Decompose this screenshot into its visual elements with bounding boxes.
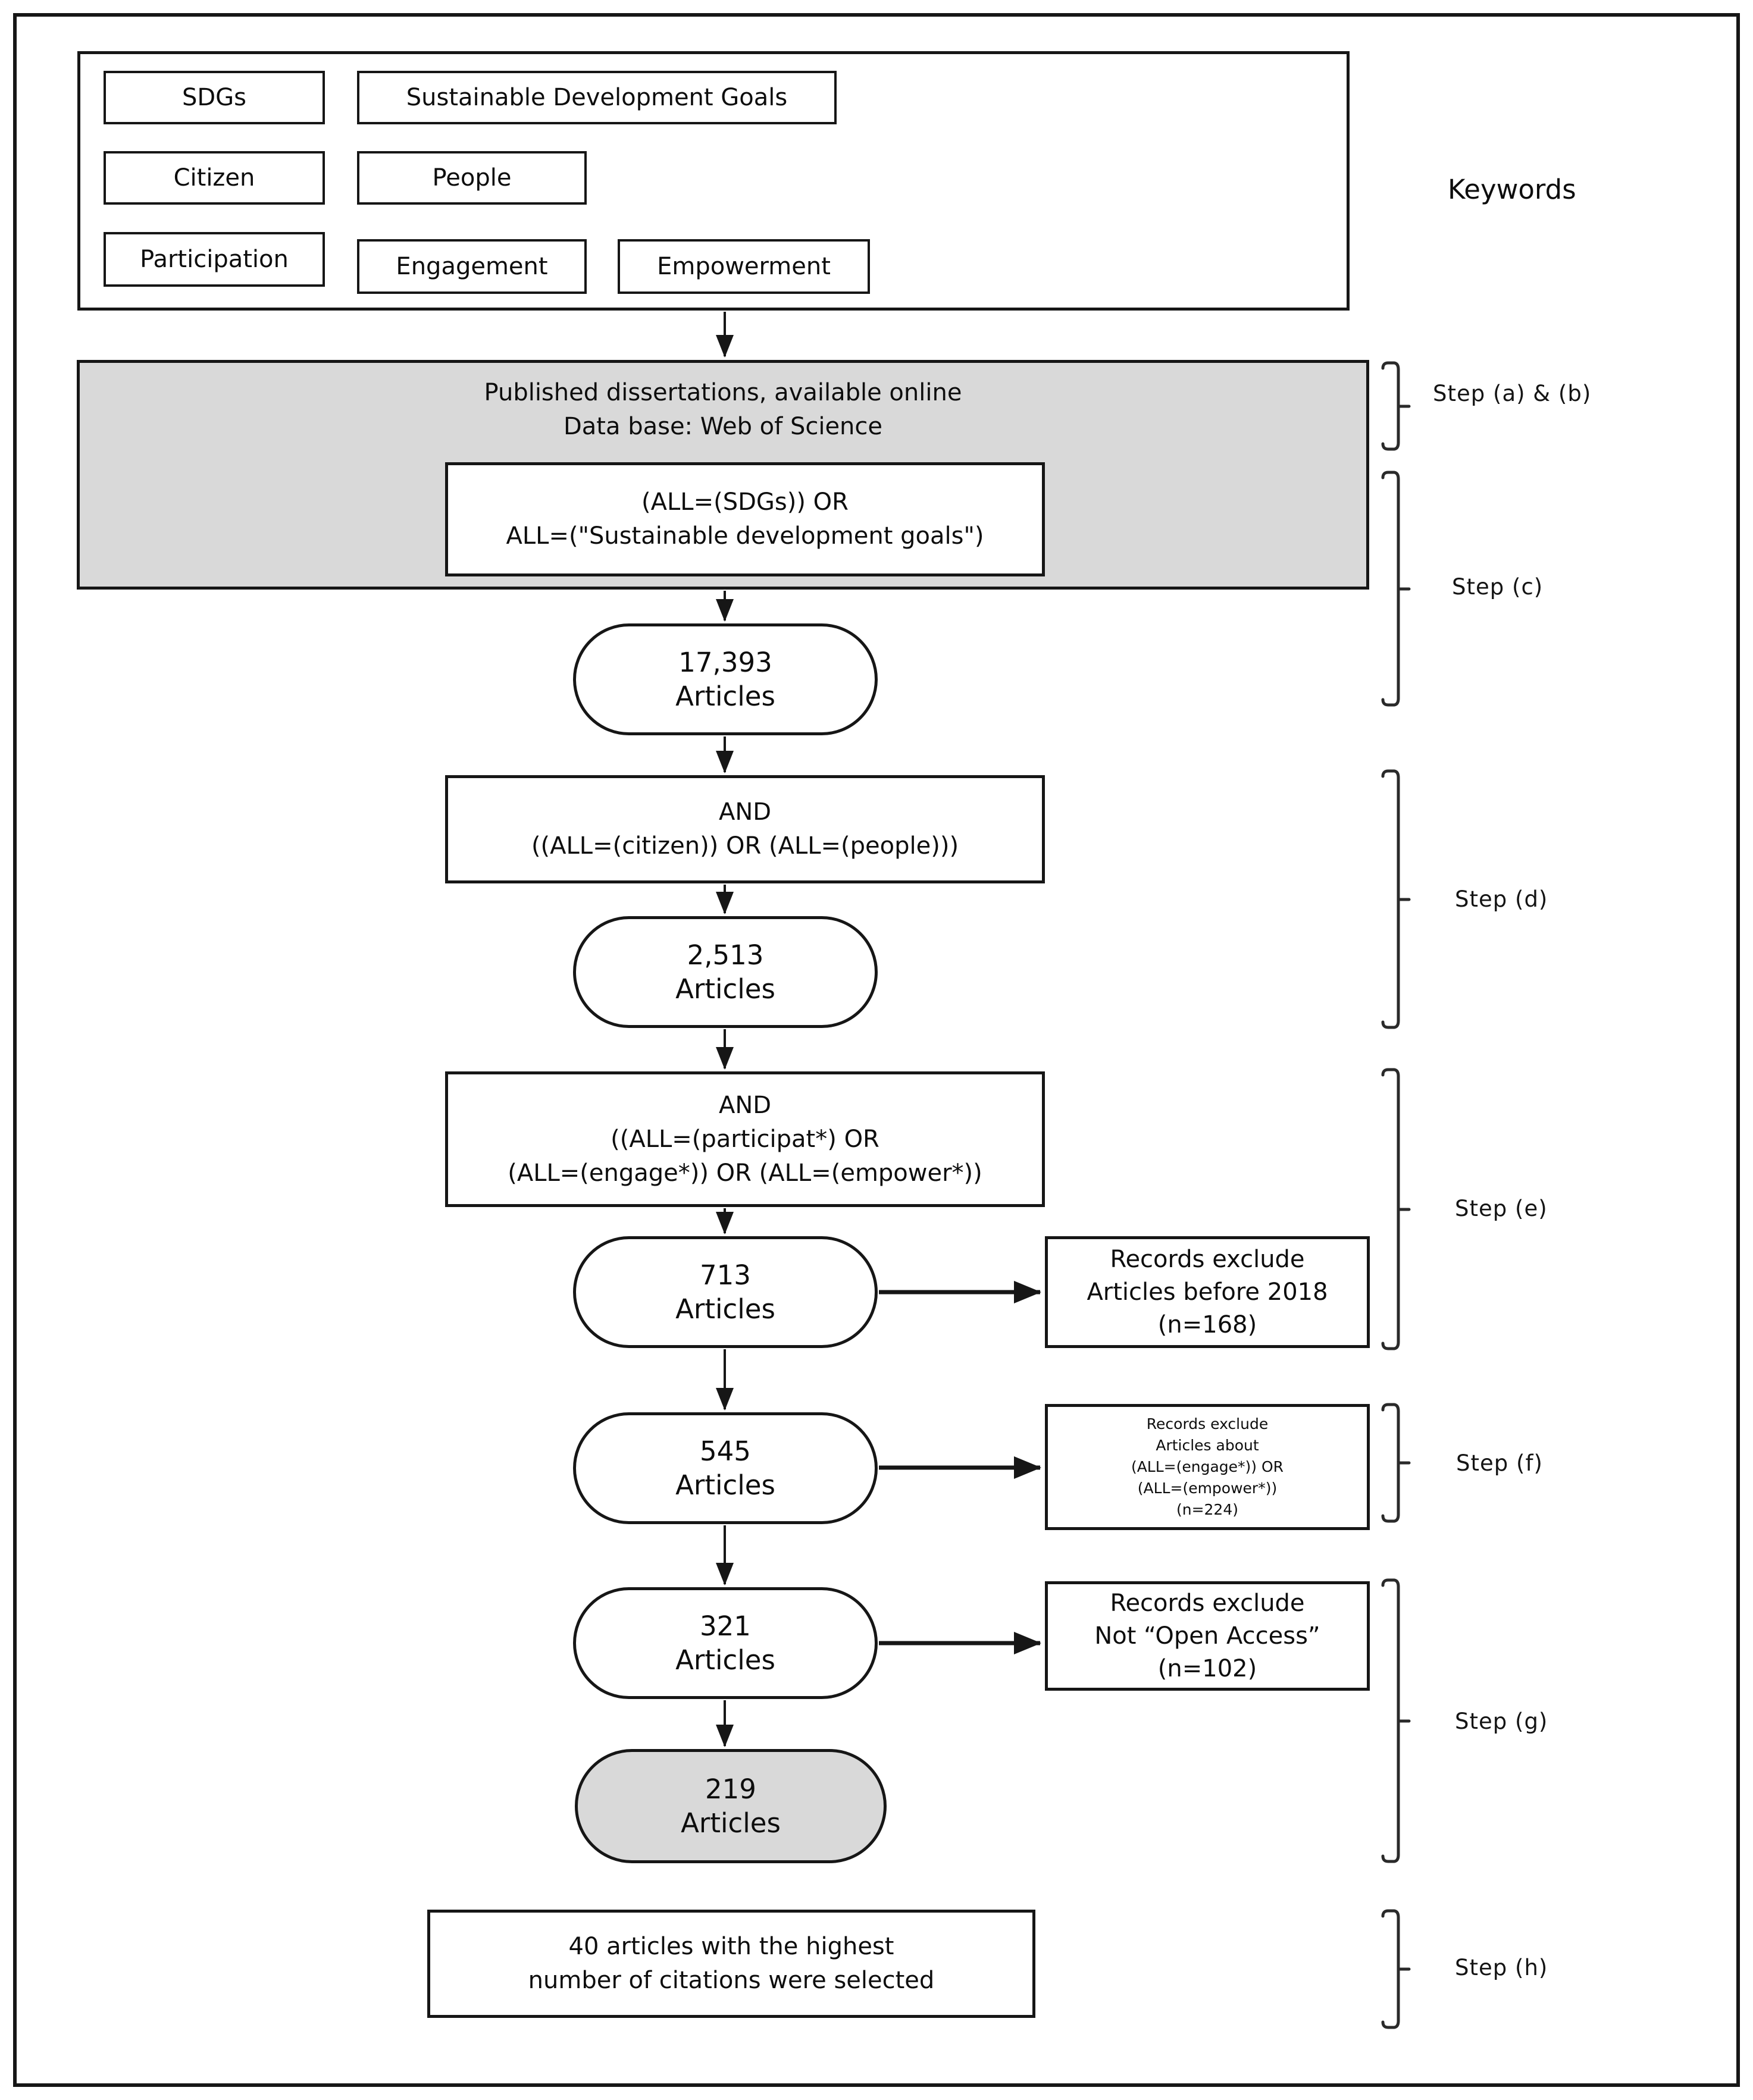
query-box-sdgs — [445, 462, 1045, 576]
exclusion-line-3: (ALL=(engage*)) OR — [1131, 1458, 1284, 1475]
database-line-1: Published dissertations, available online — [484, 379, 962, 406]
database-line-2: Data base: Web of Science — [563, 413, 882, 440]
step-label-c: Step (c) — [1452, 574, 1544, 600]
keyword-label: Citizen — [173, 164, 255, 192]
filter-line-1: AND — [718, 1091, 772, 1119]
count-unit: Articles — [675, 1644, 775, 1676]
keyword-box-engagement — [357, 239, 587, 294]
count-unit: Articles — [675, 681, 775, 712]
exclusion-line-2: Articles about — [1156, 1437, 1259, 1454]
count-value: 545 — [700, 1435, 751, 1467]
keyword-box-sdgs — [104, 71, 325, 124]
keyword-box-participation — [104, 232, 325, 287]
count-value: 321 — [700, 1610, 751, 1642]
count-value: 2,513 — [687, 939, 764, 971]
keyword-box-empowerment — [618, 239, 870, 294]
database-box-text — [80, 376, 1366, 444]
exclusion-box-engage-empower — [1045, 1404, 1370, 1530]
count-unit: Articles — [675, 1293, 775, 1325]
selection-line-1: 40 articles with the highest — [568, 1933, 894, 1960]
keyword-label: Engagement — [396, 253, 548, 280]
exclusion-box-open-access — [1045, 1581, 1370, 1691]
keyword-label: Participation — [140, 246, 289, 273]
step-label-f: Step (f) — [1456, 1450, 1543, 1476]
count-node-713 — [573, 1236, 878, 1348]
filter-line-3: (ALL=(engage*)) OR (ALL=(empower*)) — [508, 1159, 982, 1187]
exclusion-line-3: (n=102) — [1157, 1654, 1257, 1682]
count-value: 713 — [700, 1259, 751, 1291]
exclusion-line-1: Records exclude — [1110, 1589, 1305, 1617]
exclusion-line-5: (n=224) — [1176, 1501, 1239, 1518]
exclusion-line-1: Records exclude — [1110, 1245, 1305, 1273]
step-label-h: Step (h) — [1455, 1955, 1548, 1980]
exclusion-line-2: Not “Open Access” — [1094, 1622, 1320, 1650]
filter-line-2: ((ALL=(participat*) OR — [611, 1125, 879, 1153]
count-node-2513 — [573, 916, 878, 1028]
step-label-g: Step (g) — [1455, 1709, 1548, 1734]
query-line-2: ALL=("Sustainable development goals") — [506, 522, 984, 550]
keyword-box-people — [357, 151, 587, 205]
count-unit: Articles — [675, 973, 775, 1005]
selection-result-box — [427, 1910, 1035, 2018]
keywords-panel-title: Keywords — [1448, 174, 1576, 205]
exclusion-line-2: Articles before 2018 — [1087, 1278, 1328, 1306]
step-label-e: Step (e) — [1455, 1196, 1548, 1221]
query-line-1: (ALL=(SDGs)) OR — [641, 488, 849, 516]
count-node-545 — [573, 1412, 878, 1524]
keyword-label: Sustainable Development Goals — [406, 84, 788, 111]
count-unit: Articles — [681, 1807, 781, 1839]
keyword-label: Empowerment — [657, 253, 831, 280]
filter-box-citizen-people — [445, 775, 1045, 883]
exclusion-line-4: (ALL=(empower*)) — [1137, 1480, 1278, 1497]
count-node-321 — [573, 1587, 878, 1699]
keyword-box-citizen — [104, 151, 325, 205]
selection-line-2: number of citations were selected — [528, 1967, 935, 1994]
step-label-d: Step (d) — [1455, 886, 1548, 912]
keyword-box-sustainable-development-goals — [357, 71, 837, 124]
filter-box-participation-engage-empower — [445, 1071, 1045, 1207]
keyword-label: People — [432, 164, 512, 192]
exclusion-line-1: Records exclude — [1146, 1415, 1269, 1433]
exclusion-line-3: (n=168) — [1157, 1311, 1257, 1339]
count-node-219-final — [575, 1749, 887, 1863]
count-value: 17,393 — [678, 647, 772, 678]
filter-line-1: AND — [718, 798, 772, 826]
count-value: 219 — [705, 1773, 756, 1805]
keyword-label: SDGs — [181, 84, 247, 111]
count-unit: Articles — [675, 1469, 775, 1501]
filter-line-2: ((ALL=(citizen)) OR (ALL=(people))) — [531, 832, 959, 860]
exclusion-box-before-2018 — [1045, 1236, 1370, 1348]
count-node-17393 — [573, 623, 878, 735]
step-label-ab: Step (a) & (b) — [1433, 381, 1592, 406]
